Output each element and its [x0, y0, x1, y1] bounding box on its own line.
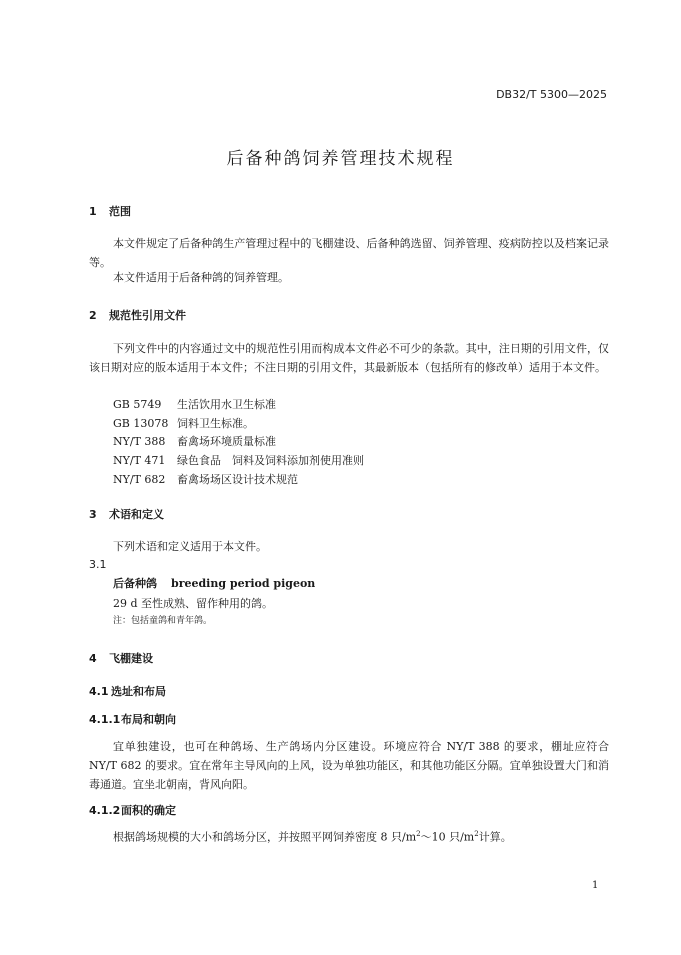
term-definition: 29 d 至性成熟、留作种用的鸽。	[113, 597, 274, 610]
reference-item: GB 5749 生活饮用水卫生标准	[113, 398, 276, 411]
term-entry	[113, 575, 315, 591]
reference-item: NY/T 471 绿色食品 饲料及饲料添加剂使用准则	[113, 454, 364, 467]
section-2-paragraph-1: 下列文件中的内容通过文中的规范性引用而构成本文件必不可少的条款。其中，注日期的引用文件，仅该日期对应的版本适用于本文件；不注日期的引用文件，其最新版本（包括所有的修改单）适用于本文件。	[89, 342, 609, 374]
section-4-1-1-heading: 4.1.1布局和朝向	[89, 713, 176, 726]
term-chinese: 后备种鸽	[113, 577, 157, 590]
term-number: 3.1	[89, 558, 107, 571]
section-4-heading: 4 飞棚建设	[89, 652, 153, 665]
section-4-1-2-heading: 4.1.2面积的确定	[89, 804, 176, 817]
term-note: 注：包括童鸽和青年鸽。	[113, 616, 213, 626]
section-1-paragraph-1: 本文件规定了后备种鸽生产管理过程中的飞棚建设、后备种鸽选留、饲养管理、疫病防控以及档案记录等。	[89, 237, 609, 269]
reference-item: NY/T 682 畜禽场场区设计技术规范	[113, 473, 298, 486]
page-number: 1	[592, 880, 599, 891]
section-1-paragraph-2: 本文件适用于后备种鸽的饲养管理。	[113, 271, 289, 284]
standard-code: DB32/T 5300—2025	[496, 88, 607, 101]
term-english: breeding period pigeon	[171, 577, 316, 590]
section-1-heading: 1 范围	[89, 205, 131, 218]
section-4-1-1-paragraph: 宜单独建设，也可在种鸽场、生产鸽场内分区建设。环境应符合 NY/T 388 的要求，棚址应符合 NY/T 682 的要求。宜在常年主导风向的上风，设为单独功能区，和其他功能区分隔。宜单独设置大门和消毒通道。宜坐北朝南，背风向阳。	[89, 740, 609, 791]
section-3-heading: 3 术语和定义	[89, 508, 164, 521]
reference-item: GB 13078 饲料卫生标准。	[113, 417, 254, 430]
section-2-heading: 2 规范性引用文件	[89, 309, 186, 322]
section-4-1-2-paragraph: 根据鸽场规模的大小和鸽场分区，并按照平网饲养密度 8 只$/m^2\sim 10$ 只$/m^2$计算。	[113, 830, 512, 844]
reference-item: NY/T 388 畜禽场环境质量标准	[113, 435, 276, 448]
document-title: 后备种鸽饲养管理技术规程	[226, 149, 455, 169]
section-3-paragraph-1: 下列术语和定义适用于本文件。	[113, 540, 267, 553]
section-4-1-heading: 4.1 选址和布局	[89, 685, 166, 698]
